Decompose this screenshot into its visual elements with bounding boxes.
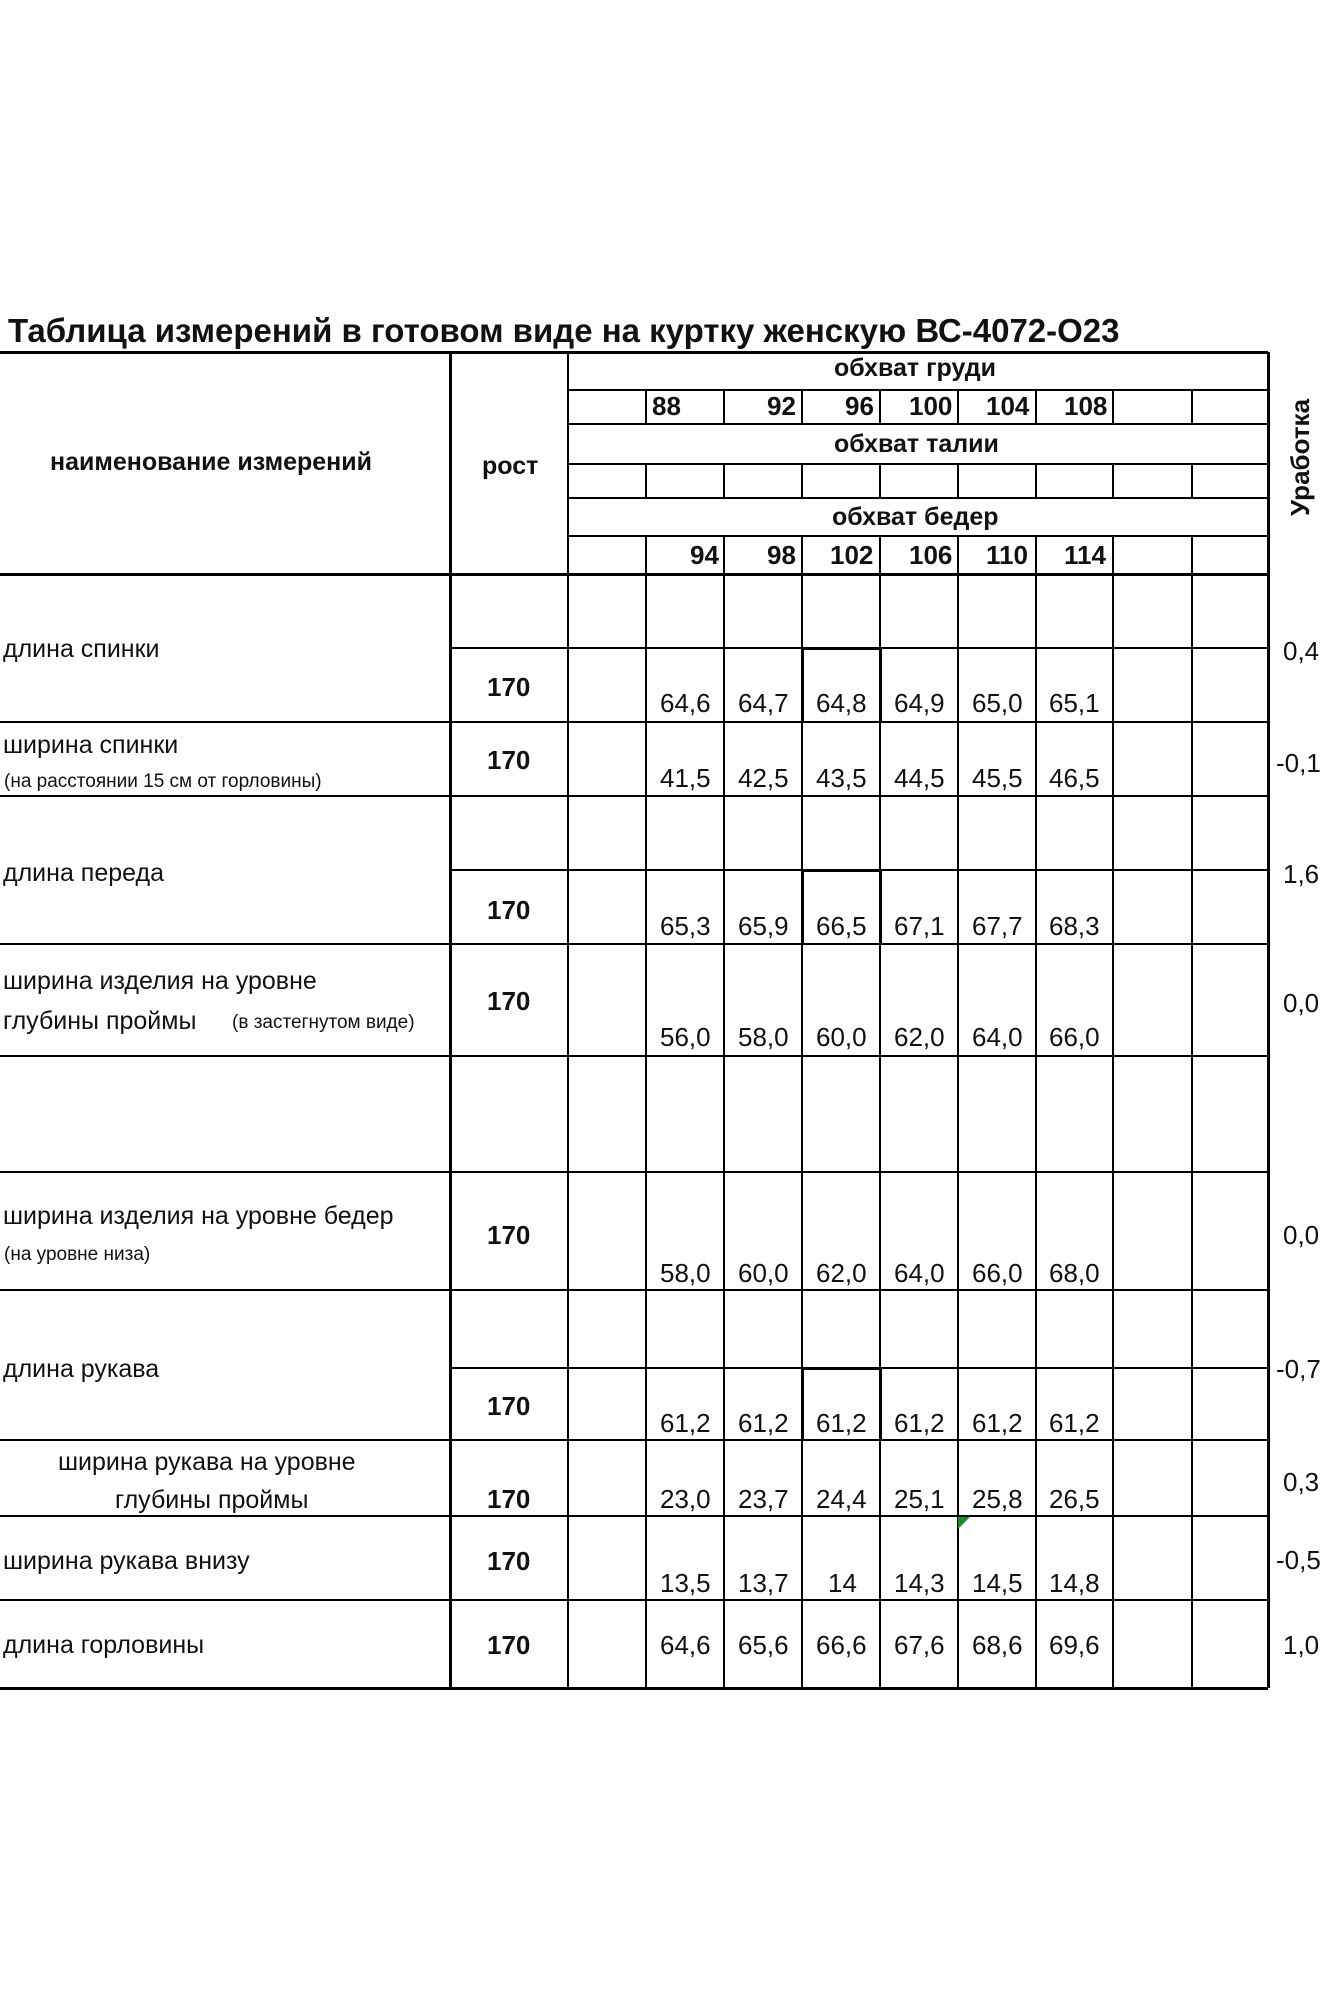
row-value: 23,0 xyxy=(660,1484,711,1514)
row-value: 58,0 xyxy=(738,1022,789,1052)
height-column-header: рост xyxy=(482,452,539,480)
row-value: 65,9 xyxy=(738,911,789,941)
grid-line xyxy=(568,463,1268,465)
row-height: 170 xyxy=(487,1391,531,1421)
grid-line xyxy=(1112,574,1114,1688)
row-value: 61,2 xyxy=(894,1408,945,1438)
grid-line xyxy=(802,869,880,872)
row-value: 67,6 xyxy=(894,1630,945,1660)
hips-size: 102 xyxy=(830,540,874,570)
row-name: ширина изделия на уровне xyxy=(3,967,317,995)
grid-line xyxy=(568,535,1268,537)
grid-line xyxy=(0,795,1268,797)
grid-line xyxy=(568,423,1268,425)
row-height: 170 xyxy=(487,1630,531,1660)
row-shrink: -0,5 xyxy=(1276,1545,1321,1575)
row-name: ширина рукава внизу xyxy=(3,1547,250,1575)
row-value: 60,0 xyxy=(738,1258,789,1288)
row-note: (на расстоянии 15 см от горловины) xyxy=(4,771,322,792)
row-value: 65,6 xyxy=(738,1630,789,1660)
row-shrink: 1,6 xyxy=(1283,859,1320,889)
row-value: 64,9 xyxy=(894,688,945,718)
grid-line xyxy=(0,1599,1268,1601)
grid-line xyxy=(723,464,725,498)
grid-line xyxy=(879,1368,882,1440)
grid-line xyxy=(1112,390,1114,424)
row-value: 67,1 xyxy=(894,911,945,941)
chest-size: 92 xyxy=(767,391,796,421)
hips-header: обхват бедер xyxy=(832,503,999,531)
grid-line xyxy=(957,390,959,424)
name-column-header: наименование измерений xyxy=(50,448,372,476)
row-value: 66,5 xyxy=(816,911,867,941)
chest-size: 96 xyxy=(845,391,874,421)
row-name: длина спинки xyxy=(3,635,160,663)
grid-line xyxy=(0,351,1268,354)
row-value: 62,0 xyxy=(816,1258,867,1288)
row-name: ширина изделия на уровне бедер xyxy=(3,1202,394,1230)
grid-line xyxy=(645,390,647,424)
grid-line xyxy=(801,574,803,1688)
grid-line xyxy=(0,943,1268,945)
grid-line xyxy=(723,390,725,424)
grid-line xyxy=(723,536,725,574)
grid-line xyxy=(1191,536,1193,574)
row-height: 170 xyxy=(487,1484,531,1514)
row-value: 68,6 xyxy=(972,1630,1023,1660)
row-value: 43,5 xyxy=(816,763,867,793)
row-name: ширина спинки xyxy=(3,731,179,759)
row-value: 61,2 xyxy=(816,1408,867,1438)
row-value: 25,8 xyxy=(972,1484,1023,1514)
grid-line xyxy=(0,1515,1268,1517)
hips-size: 114 xyxy=(1064,540,1106,570)
row-value: 42,5 xyxy=(738,763,789,793)
grid-line xyxy=(568,497,1268,499)
row-name: длина переда xyxy=(3,859,164,887)
row-value: 23,7 xyxy=(738,1484,789,1514)
chest-size: 104 xyxy=(986,391,1030,421)
row-value: 64,7 xyxy=(738,688,789,718)
row-value: 26,5 xyxy=(1049,1484,1100,1514)
grid-line xyxy=(802,1367,880,1370)
grid-line xyxy=(1191,574,1193,1688)
row-height: 170 xyxy=(487,672,531,702)
row-shrink: -0,7 xyxy=(1276,1354,1321,1384)
row-shrink: 0,0 xyxy=(1283,1220,1320,1250)
grid-line xyxy=(879,464,881,498)
row-value: 60,0 xyxy=(816,1022,867,1052)
grid-line xyxy=(0,1055,1268,1057)
row-value: 13,5 xyxy=(660,1568,711,1598)
row-value: 66,0 xyxy=(972,1258,1023,1288)
row-value: 45,5 xyxy=(972,763,1023,793)
grid-line xyxy=(1035,464,1037,498)
grid-line xyxy=(1267,352,1270,1688)
grid-line xyxy=(645,464,647,498)
page-title: Таблица измерений в готовом виде на куртку женскую ВС-4072-О23 xyxy=(8,312,1120,349)
grid-line xyxy=(645,536,647,574)
row-value: 64,0 xyxy=(972,1022,1023,1052)
row-value: 61,2 xyxy=(660,1408,711,1438)
grid-line xyxy=(957,464,959,498)
row-value: 67,7 xyxy=(972,911,1023,941)
row-value: 62,0 xyxy=(894,1022,945,1052)
row-value: 41,5 xyxy=(660,763,711,793)
row-value: 64,6 xyxy=(660,688,711,718)
grid-line xyxy=(0,721,1268,723)
row-value: 14,5 xyxy=(972,1568,1023,1598)
row-name-continued: глубины проймы xyxy=(115,1486,309,1514)
grid-line xyxy=(449,352,452,1688)
grid-line xyxy=(879,536,881,574)
hips-size: 106 xyxy=(909,540,953,570)
row-value: 64,6 xyxy=(660,1630,711,1660)
hips-size: 98 xyxy=(767,540,796,570)
grid-line xyxy=(801,1368,804,1440)
row-note: (на уровне низа) xyxy=(4,1244,151,1265)
row-name-continued: глубины проймы xyxy=(3,1007,197,1035)
row-shrink: -0,1 xyxy=(1276,748,1321,778)
hips-size: 94 xyxy=(690,540,719,570)
row-name: длина рукава xyxy=(3,1355,160,1383)
shrink-column-header: Уработка xyxy=(1285,398,1315,516)
row-height: 170 xyxy=(487,895,531,925)
row-value: 64,8 xyxy=(816,688,867,718)
grid-line xyxy=(801,536,803,574)
row-value: 66,0 xyxy=(1049,1022,1100,1052)
grid-line xyxy=(723,574,725,1688)
grid-line xyxy=(802,647,880,650)
row-value: 56,0 xyxy=(660,1022,711,1052)
row-value: 69,6 xyxy=(1049,1630,1100,1660)
row-value: 65,0 xyxy=(972,688,1023,718)
grid-line xyxy=(1035,390,1037,424)
row-shrink: 0,4 xyxy=(1283,636,1320,666)
chest-size: 100 xyxy=(909,391,953,421)
grid-line xyxy=(801,390,803,424)
grid-line xyxy=(1112,536,1114,574)
row-value: 14,3 xyxy=(894,1568,945,1598)
chest-header: обхват груди xyxy=(834,354,996,382)
row-name: ширина рукава на уровне xyxy=(58,1448,356,1476)
row-value: 14,8 xyxy=(1049,1568,1100,1598)
waist-header: обхват талии xyxy=(834,430,999,458)
row-value: 66,6 xyxy=(816,1630,867,1660)
row-shrink: 1,0 xyxy=(1283,1630,1320,1660)
grid-line xyxy=(957,536,959,574)
row-height: 170 xyxy=(487,745,531,775)
grid-line xyxy=(1191,464,1193,498)
grid-line xyxy=(879,574,881,1688)
chest-size: 108 xyxy=(1064,391,1108,421)
row-value: 46,5 xyxy=(1049,763,1100,793)
grid-line xyxy=(1112,464,1114,498)
grid-line xyxy=(1035,536,1037,574)
grid-line xyxy=(0,573,1268,576)
row-shrink: 0,0 xyxy=(1283,988,1320,1018)
row-value: 61,2 xyxy=(1049,1408,1100,1438)
row-value: 25,1 xyxy=(894,1484,945,1514)
grid-line xyxy=(879,390,881,424)
row-value: 14 xyxy=(828,1568,857,1598)
row-value: 58,0 xyxy=(660,1258,711,1288)
grid-line xyxy=(801,870,804,944)
row-value: 68,0 xyxy=(1049,1258,1100,1288)
row-height: 170 xyxy=(487,1546,531,1576)
grid-line xyxy=(801,648,804,722)
row-height: 170 xyxy=(487,1220,531,1250)
row-name: длина горловины xyxy=(3,1631,205,1659)
grid-line xyxy=(567,352,569,1688)
grid-line xyxy=(801,464,803,498)
row-value: 64,0 xyxy=(894,1258,945,1288)
row-value: 65,3 xyxy=(660,911,711,941)
grid-line xyxy=(879,870,882,944)
row-value: 61,2 xyxy=(972,1408,1023,1438)
grid-line xyxy=(0,1171,1268,1173)
grid-line xyxy=(879,648,882,722)
cell-marker-icon xyxy=(958,1517,970,1529)
row-value: 44,5 xyxy=(894,763,945,793)
chest-size: 88 xyxy=(652,391,681,421)
grid-line xyxy=(1035,574,1037,1688)
row-height: 170 xyxy=(487,986,531,1016)
row-value: 65,1 xyxy=(1049,688,1100,718)
grid-line xyxy=(1191,390,1193,424)
grid-line xyxy=(645,574,647,1688)
row-value: 13,7 xyxy=(738,1568,789,1598)
hips-size: 110 xyxy=(986,540,1028,570)
grid-line xyxy=(0,1687,1268,1690)
grid-line xyxy=(0,1439,1268,1441)
grid-line xyxy=(0,1289,1268,1291)
row-value: 61,2 xyxy=(738,1408,789,1438)
row-value: 24,4 xyxy=(816,1484,867,1514)
row-shrink: 0,3 xyxy=(1283,1467,1320,1497)
row-note: (в застегнутом виде) xyxy=(232,1012,415,1033)
row-value: 68,3 xyxy=(1049,911,1100,941)
